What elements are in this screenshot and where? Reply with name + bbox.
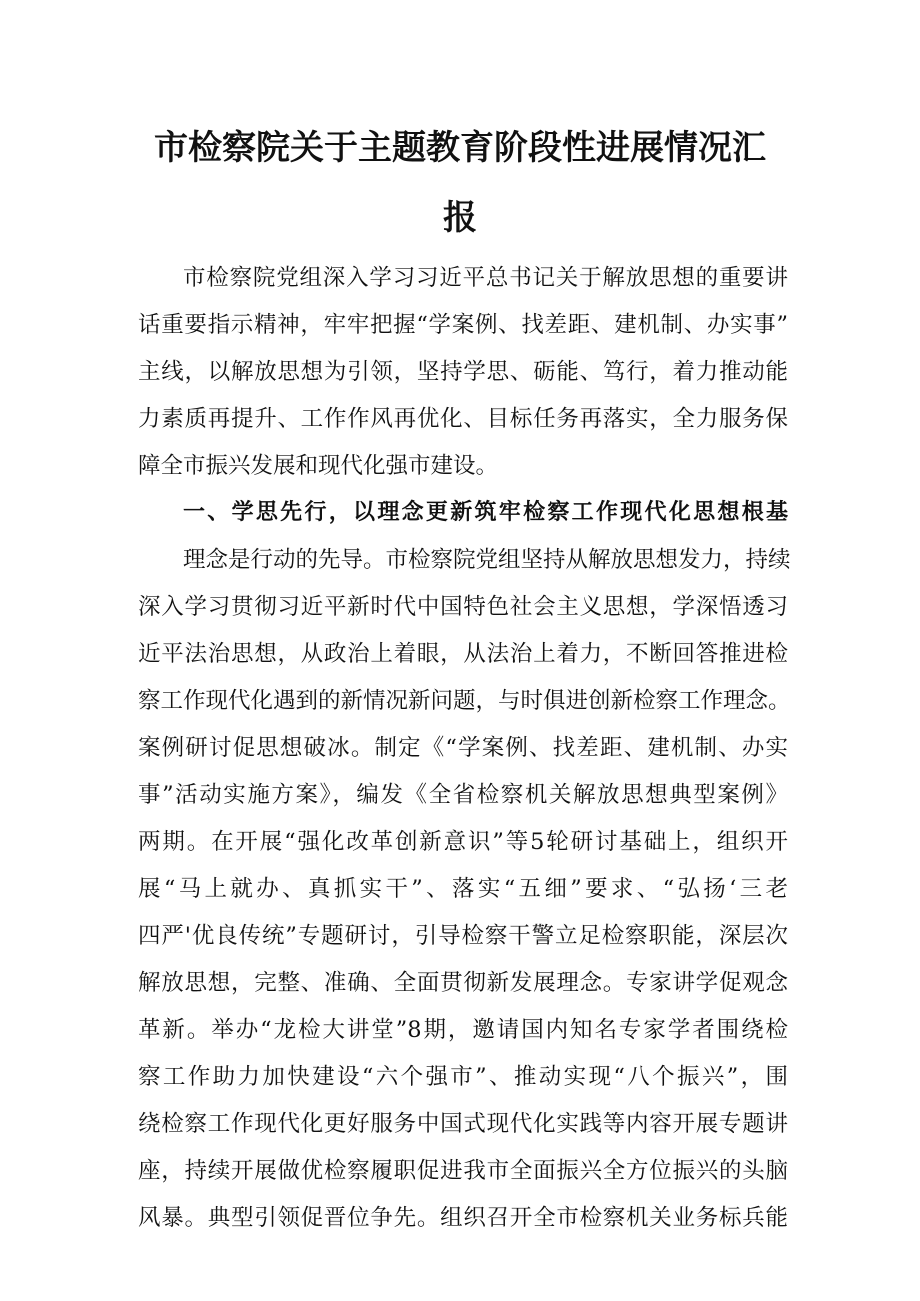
body-paragraph-line: 座，持续开展做优检察履职促进我市全面振兴全方位振兴的头脑 bbox=[138, 1158, 788, 1184]
intro-paragraph-line: 市检察院党组深入学习习近平总书记关于解放思想的重要讲 bbox=[183, 265, 788, 291]
body-paragraph-line: 案例研讨促思想破冰。制定《“学案例、找差距、建机制、办实 bbox=[138, 735, 788, 761]
body-paragraph-line: 风暴。典型引领促晋位争先。组织召开全市检察机关业务标兵能 bbox=[138, 1205, 788, 1231]
document-title-line-1: 市检察院关于主题教育阶段性进展情况汇 bbox=[154, 128, 766, 168]
intro-paragraph-line: 主线，以解放思想为引领，坚持学思、砺能、笃行，着力推动能 bbox=[138, 359, 788, 385]
document-title-line-2: 报 bbox=[443, 198, 477, 238]
body-paragraph-line: 四严'优良传统”专题研讨，引导检察干警立足检察职能，深层次 bbox=[138, 923, 788, 949]
section-heading-1: 一、学思先行，以理念更新筑牢检察工作现代化思想根基 bbox=[183, 500, 788, 525]
body-paragraph-line: 事”活动实施方案》，编发《全省检察机关解放思想典型案例》 bbox=[138, 782, 788, 808]
body-paragraph-line: 绕检察工作现代化更好服务中国式现代化实践等内容开展专题讲 bbox=[138, 1111, 788, 1137]
body-paragraph-line: 解放思想，完整、准确、全面贯彻新发展理念。专家讲学促观念 bbox=[138, 970, 788, 996]
intro-paragraph-line: 力素质再提升、工作作风再优化、目标任务再落实，全力服务保 bbox=[138, 406, 788, 432]
body-paragraph-line: 革新。举办“龙检大讲堂”8期，邀请国内知名专家学者围绕检 bbox=[138, 1017, 788, 1043]
body-paragraph-line: 深入学习贯彻习近平新时代中国特色社会主义思想，学深悟透习 bbox=[138, 594, 788, 620]
body-paragraph-line: 察工作助力加快建设“六个强市”、推动实现“八个振兴”，围 bbox=[138, 1064, 788, 1090]
body-paragraph-line: 两期。在开展“强化改革创新意识”等5轮研讨基础上，组织开 bbox=[138, 829, 788, 855]
intro-paragraph-line: 话重要指示精神，牢牢把握“学案例、找差距、建机制、办实事” bbox=[138, 312, 788, 338]
body-paragraph-line: 理念是行动的先导。市检察院党组坚持从解放思想发力，持续 bbox=[183, 547, 791, 573]
intro-paragraph-line: 障全市振兴发展和现代化强市建设。 bbox=[138, 453, 499, 479]
body-paragraph-line: 展“马上就办、真抓实干”、落实“五细”要求、“弘扬‘三老 bbox=[138, 876, 788, 902]
body-paragraph-line: 察工作现代化遇到的新情况新问题，与时俱进创新检察工作理念。 bbox=[138, 688, 791, 714]
body-paragraph-line: 近平法治思想，从政治上着眼，从法治上着力，不断回答推进检 bbox=[138, 641, 788, 667]
